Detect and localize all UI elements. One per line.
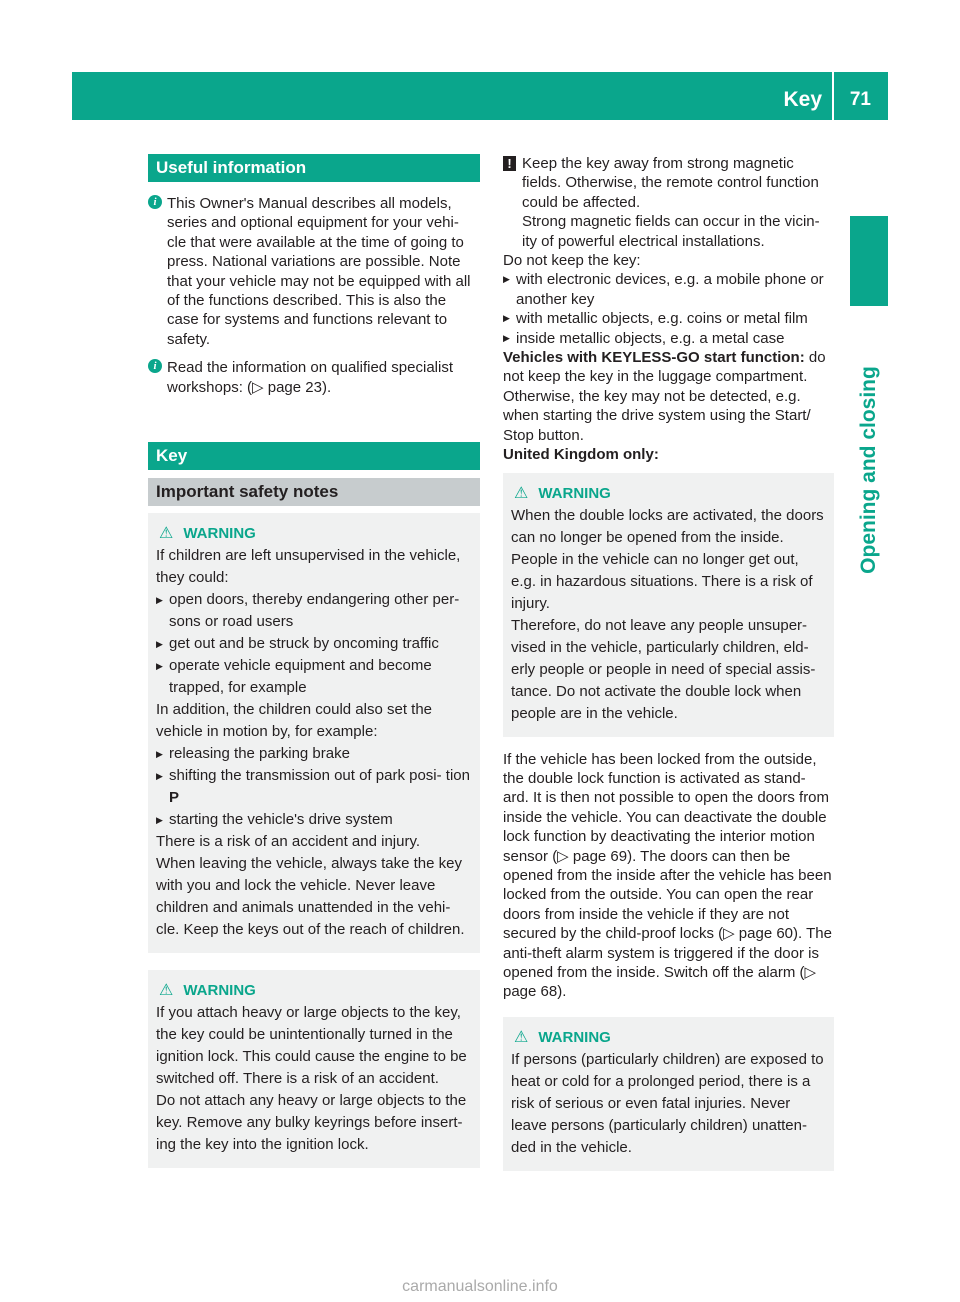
warning-triangle-icon: ⚠ bbox=[159, 982, 174, 1000]
chapter-label: Opening and closing bbox=[857, 366, 880, 574]
warning-text: There is a risk of an accident and injury. bbox=[156, 833, 421, 851]
warning-text: Therefore, do not leave any people unsuper- vised in the vehicle, particularly children, eld- erly people or people in need of special assis- tance. Do not activate the double lock when people are in the vehicle. bbox=[511, 616, 816, 722]
warning-heading bbox=[156, 980, 472, 1002]
double-lock-paragraph: If the vehicle has been locked from the outside, the double lock function is activated as stand- ard. It is then not possible to open the doors from inside the vehicle. You can deactivate the double lock function by deactivating the interior motion sensor (▷ page 69). The doors can then be opened from the inside after the vehicle has been locked from the outside. You can open the rear doors from inside the vehicle if they are not secured by the child-proof locks (▷ page 60). The anti-theft alarm system is triggered if the door is opened from the inside. Switch off the alarm (▷ page 68). bbox=[503, 750, 832, 1001]
safety-notes-heading: Important safety notes bbox=[148, 478, 480, 506]
warning-label: WARNING bbox=[538, 484, 611, 502]
header-divider bbox=[832, 72, 834, 120]
warning-text: When leaving the vehicle, always take the key with you and lock the vehicle. Never leave children and animals unattended in the vehi- cle. Keep the keys out of the reach of children. bbox=[156, 855, 465, 939]
warning-triangle-icon: ⚠ bbox=[159, 525, 174, 543]
keyless-go-paragraph bbox=[503, 348, 834, 445]
uk-only-label: United Kingdom only: bbox=[503, 446, 659, 464]
warning-text: Do not attach any heavy or large objects to the key. Remove any bulky keyrings before insert- ing the key into the ignition lock. bbox=[156, 1092, 467, 1154]
bullet-text: shifting the transmission out of park posi- tion bbox=[169, 767, 470, 785]
bullet-item: ▶ with electronic devices, e.g. a mobile phone or another key bbox=[503, 270, 834, 309]
warning-heading bbox=[511, 483, 826, 505]
warning-text: If persons (particularly children) are exposed to heat or cold for a prolonged period, there is a risk of serious or even fatal injuries. Never leave persons (particularly children) unatten- ded in the vehicle. bbox=[511, 1050, 824, 1156]
warning-text: If you attach heavy or large objects to the key, the key could be unintentionally turned in the ignition lock. This could cause the engine to be switched off. There is a risk of an accident. bbox=[156, 1004, 467, 1088]
key-heading: Key bbox=[148, 442, 480, 470]
info-text: Read the information on qualified specialist workshops: (▷ page 23). bbox=[167, 359, 454, 396]
bullet-item: ▶ releasing the parking brake bbox=[156, 743, 472, 765]
caution-note bbox=[503, 154, 834, 251]
info-text: This Owner's Manual describes all models, series and optional equipment for your vehi- cle that were available at the time of going to press. National variations are possible. Note that your vehicle may not be equipped with all of the functions described. This is also the case for systems and functions relevant to safety. bbox=[167, 195, 471, 348]
warning-triangle-icon: ⚠ bbox=[514, 484, 529, 502]
info-note bbox=[148, 358, 480, 397]
warning-heading bbox=[156, 523, 472, 545]
info-icon: i bbox=[148, 195, 162, 209]
bullet-item: ▶ inside metallic objects, e.g. a metal case bbox=[503, 329, 834, 348]
caution-text: Strong magnetic fields can occur in the vicin- ity of powerful electrical installations. bbox=[522, 213, 820, 250]
warning-box-keyrings bbox=[148, 970, 480, 1168]
keyless-go-label: Vehicles with KEYLESS-GO start function: bbox=[503, 349, 805, 367]
warning-box-double-lock bbox=[503, 473, 834, 737]
site-watermark: carmanualsonline.info bbox=[402, 1278, 558, 1295]
warning-label: WARNING bbox=[538, 1028, 611, 1046]
bullet-item: ▶ get out and be struck by oncoming traffic bbox=[156, 633, 472, 655]
exclamation-icon: ! bbox=[503, 156, 516, 171]
info-note bbox=[148, 194, 480, 349]
warning-text: If children are left unsupervised in the vehicle, they could: bbox=[156, 547, 461, 587]
section-title: Key bbox=[783, 88, 822, 111]
warning-box-children bbox=[148, 513, 480, 953]
page-number: 71 bbox=[849, 89, 871, 110]
bullet-item: ▶ starting the vehicle's drive system bbox=[156, 809, 472, 831]
keyless-go-text: do not keep the key in the luggage compartment. Otherwise, the key may not be detected, e.g. when starting the drive system using the Start/ Stop button. bbox=[503, 349, 826, 444]
bullet-item: ▶ open doors, thereby endangering other per- sons or road users bbox=[156, 589, 472, 633]
bullet-item: ▶ operate vehicle equipment and become trapped, for example bbox=[156, 655, 472, 699]
warning-box-heat-cold bbox=[503, 1017, 834, 1171]
warning-triangle-icon: ⚠ bbox=[514, 1028, 529, 1046]
left-column bbox=[148, 154, 480, 1168]
warning-text: In addition, the children could also set the vehicle in motion by, for example: bbox=[156, 701, 433, 741]
info-icon: i bbox=[148, 359, 162, 373]
body-text: Do not keep the key: bbox=[503, 252, 641, 270]
warning-label: WARNING bbox=[183, 982, 256, 1000]
warning-heading bbox=[511, 1027, 826, 1049]
warning-text: When the double locks are activated, the doors can no longer be opened from the inside. People in the vehicle can no longer get out, e.g. in hazardous situations. There is a risk of injury. bbox=[511, 506, 824, 612]
useful-info-heading: Useful information bbox=[148, 154, 480, 182]
gear-position-p: P bbox=[169, 789, 180, 807]
bullet-item bbox=[156, 765, 472, 809]
chapter-tab bbox=[850, 216, 888, 306]
caution-text: Keep the key away from strong magnetic fields. Otherwise, the remote control function could be affected. bbox=[522, 155, 819, 211]
warning-label: WARNING bbox=[183, 525, 256, 543]
bullet-item: ▶ with metallic objects, e.g. coins or metal film bbox=[503, 309, 834, 328]
page-header-bar bbox=[72, 72, 888, 120]
right-column bbox=[503, 154, 834, 1171]
